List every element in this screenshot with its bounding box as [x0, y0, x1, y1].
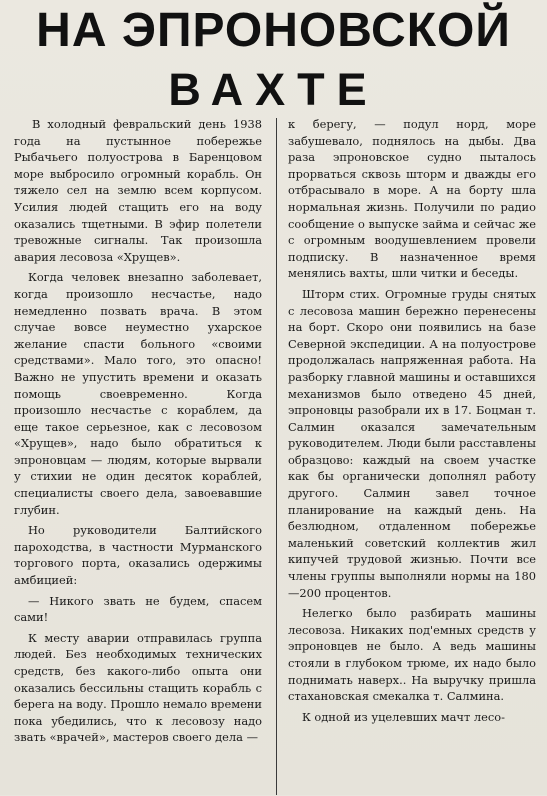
paragraph: Шторм стих. Огромные груды снятых с лесовоза машин бережно перенесены на борт. Скоро они появились на базе Северной экспедиции. А на полуострове продолжалась напряженная работа. На разборку главной машины и оставшихся механизмов было отведено 45 дней, эпроновцы разобрали их в 17. Боцман т. Салмин оказался замечательным руководителем. Люди были расставлены образцово: каждый на своем участке как бы органически дополнял работу другого. Салмин завел точное планирование на каждый день. На безлюдном, отдаленном побережье маленький советский коллектив жил кипучей трудовой жизнью. Почти все члены группы выполняли нормы на 180—200 процентов. [288, 286, 536, 600]
paragraph: К месту аварии отправилась группа людей. Без необходимых технических средств, без какого-либо опыта они оказались бессильны стащить корабль с берега на воду. Прошло немало времени пока убедились, что к лесовозу надо звать «врачей», мастеров своего дела — [14, 630, 262, 745]
paragraph: К одной из уцелевших мачт лесо- [302, 709, 505, 724]
paragraph: Но руководители Балтийского пароходства, в частности Мурманского торгового порта, оказались одержимы амбицией: [14, 523, 262, 588]
article-column-right [288, 116, 536, 796]
article-column-left [14, 116, 262, 796]
article-headline [0, 0, 547, 116]
headline-line-1: НА ЭПРОНОВСКОЙ [36, 4, 511, 57]
paragraph: — Никого звать не будем, спасем сами! [14, 593, 262, 625]
paragraph: Когда человек внезапно заболевает, когда произошло несчастье, надо немедленно позвать врача. В этом случае вовсе неуместно ухарское желание спасти больного «своими средствами». Мало того, это опасно! Важно не упустить времени и оказать помощь своевременно. Когда произошло несчастье с кораблем, да еще такое серьезное, как с лесовозом «Хрущев», надо было обратиться к эпроновцам — людям, которые вырвали у стихии не один десяток кораблей, специалисты своего дела, завоевавшие глубин. [14, 270, 262, 517]
paragraph: к берегу, — подул норд, море забушевало, поднялось на дыбы. Два раза эпроновское судно пыталось прорваться сквозь шторм и дважды его отбрасывало в море. А на борту шла нормальная жизнь. Получили по радио сообщение о выпуске займа и сейчас же с огромным воодушевлением провели подписку. В назначенное время менялись вахты, шли читки и беседы. [288, 117, 536, 281]
headline-line-2: ВАХТЕ [168, 64, 379, 115]
column-divider [276, 118, 277, 795]
paragraph: В холодный февральский день 1938 года на пустынное побережье Рыбачьего полуострова в Баренцовом море выбросило огромный корабль. Он тяжело сел на землю всем корпусом. Усилия людей стащить его на воду оказались тщетными. В эфир полетели тревожные сигналы. Так произошла авария лесовоза «Хрущев». [14, 117, 262, 264]
paragraph: Нелегко было разбирать машины лесовоза. Никаких под'емных средств у эпроновцев не было. А ведь машины стояли в глубоком трюме, их надо было поднимать наверх.. На выручку пришла стахановская смекалка т. Салмина. [288, 606, 536, 704]
